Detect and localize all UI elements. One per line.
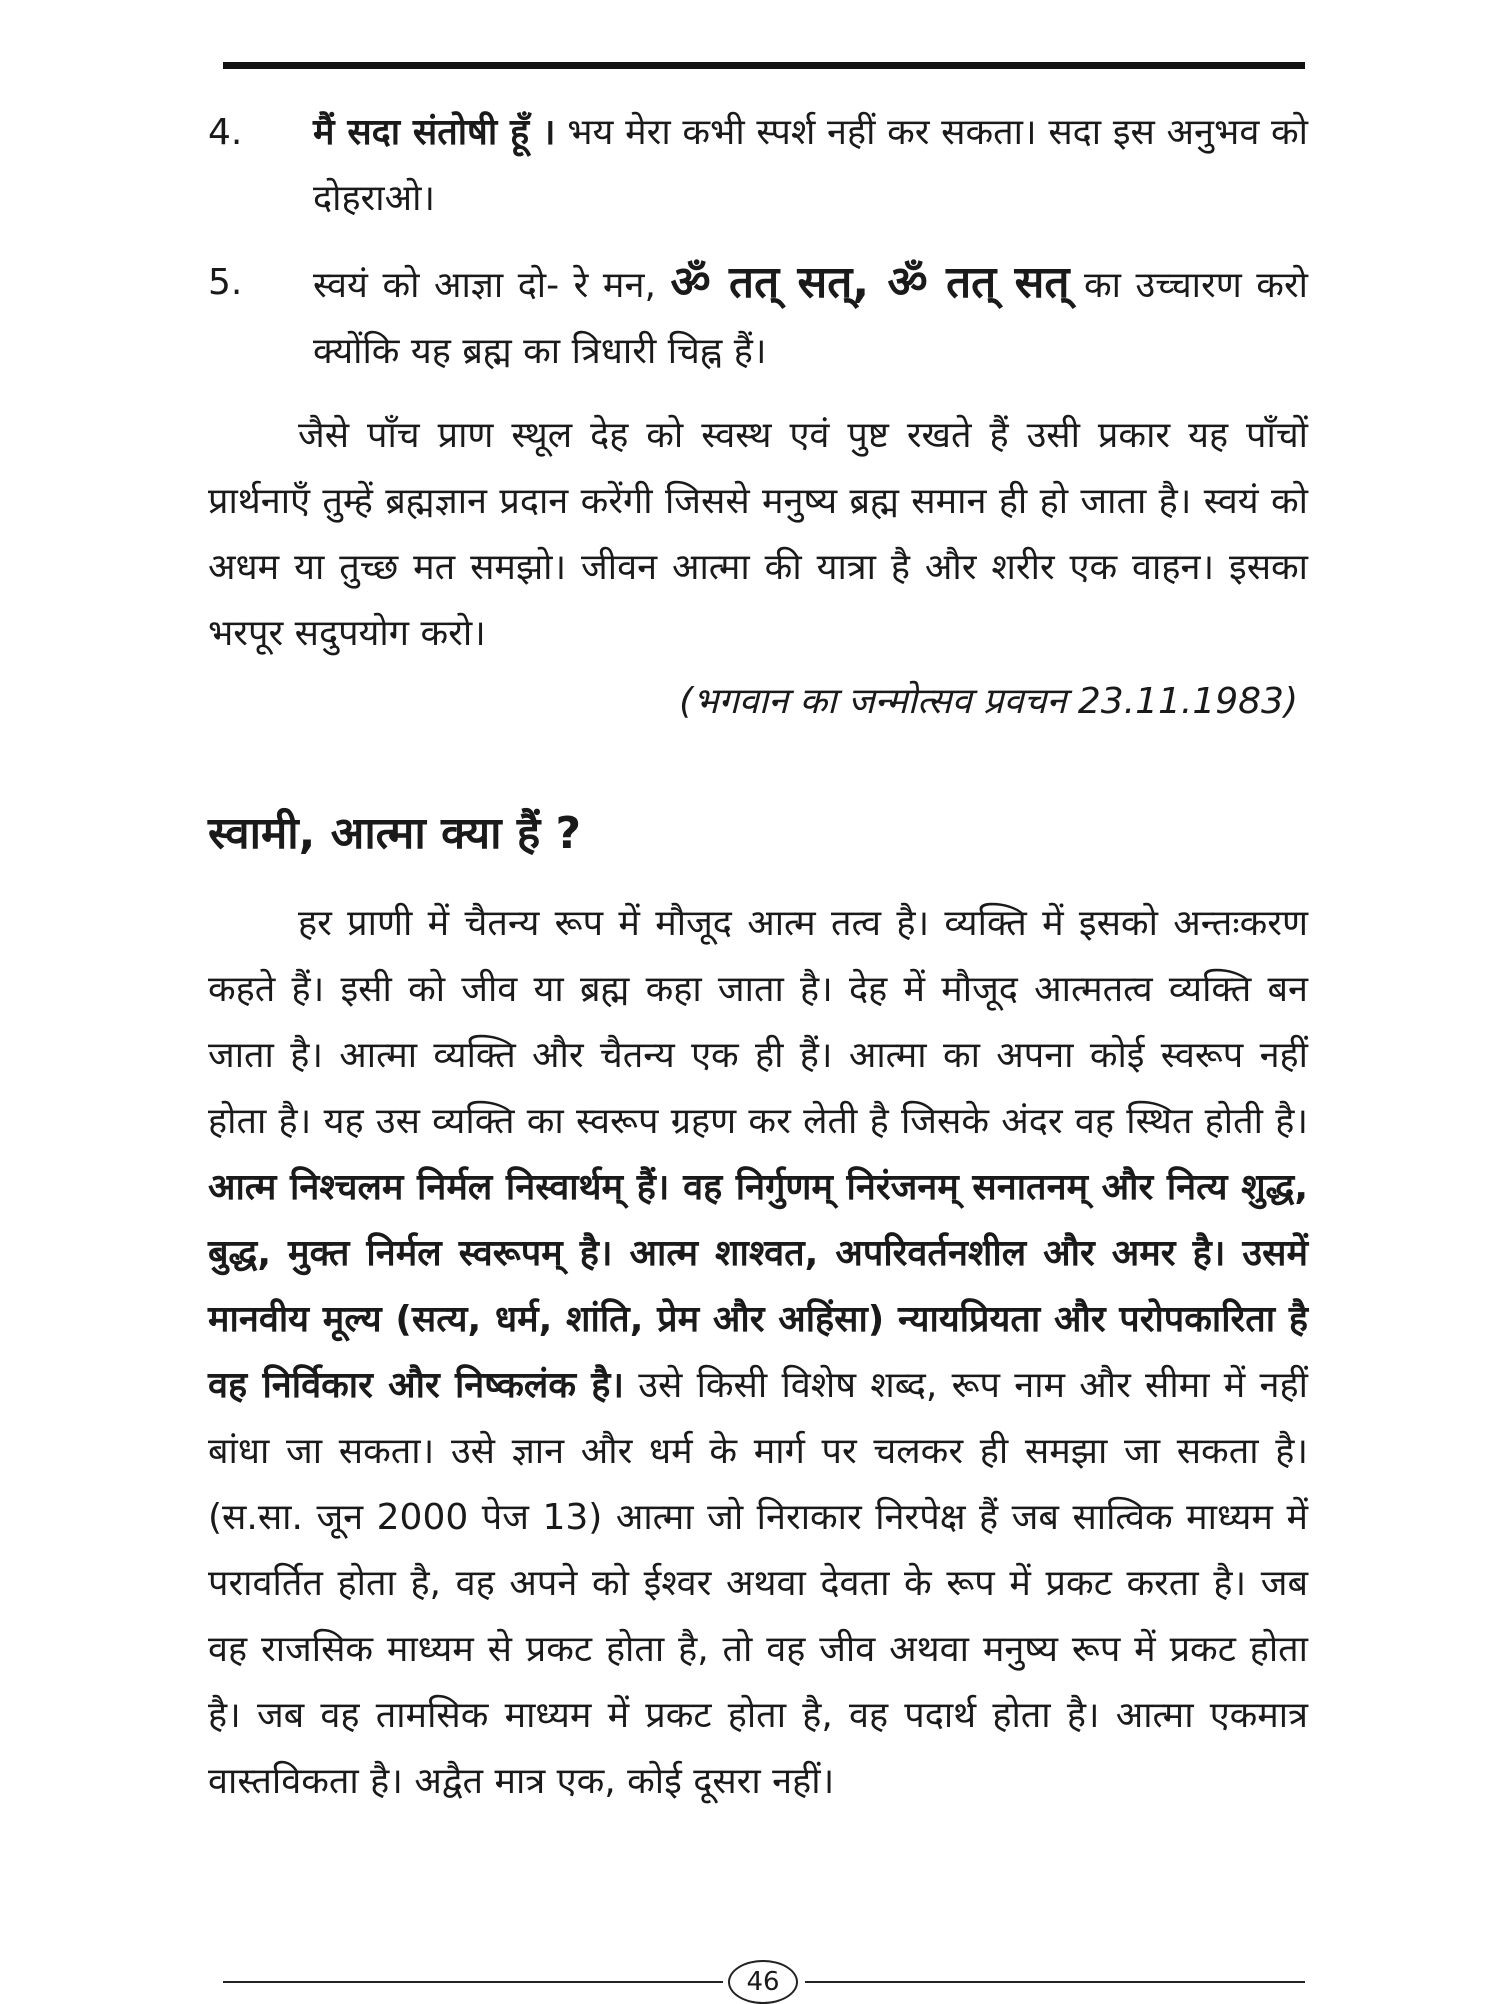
page-content: [208, 100, 1308, 1815]
paragraph-atma-bold-text: आत्म निश्चलम निर्मल निस्वार्थम् हैं। वह निर्गुणम् निरंजनम् सनातनम् और नित्य शुद्ध, बुद्ध, मुक्त निर्मल स्वरूपम् है। आत्म शाश्वत, अपरिवर्तनशील और अमर है। उसमें मानवीय मूल्य (सत्य, धर्म, शांति, प्रेम और अहिंसा) न्यायप्रियता और परोपकारिता है वह निर्विकार और निष्कलंक है।: [208, 1167, 1308, 1406]
footer-rule-right: [805, 1981, 1305, 1983]
item5-text: का उच्चारण करो क्योंकि यह ब्रह्म का त्रिधारी चिह्न हैं।: [313, 265, 1309, 372]
item4-bold-text: मैं सदा संतोषी हूँ ।: [313, 112, 556, 153]
item5-mantra: ॐ तत् सत्, ॐ तत् सत्: [670, 257, 1070, 308]
paragraph-atma-text-2: उसे किसी विशेष शब्द, रूप नाम और सीमा में नहीं बांधा जा सकता। उसे ज्ञान और धर्म के मार्ग पर चलकर ही समझा जा सकता है। (स.सा. जून 2000 पेज 13) आत्मा जो निराकार निरपेक्ष हैं जब सात्विक माध्यम में परावर्तित होता है, वह अपने को ईश्वर अथवा देवता के रूप में प्रकट करता है। जब वह राजसिक माध्यम से प्रकट होता है, तो वह जीव अथवा मनुष्य रूप में प्रकट होता है। जब वह तामसिक माध्यम में प्रकट होता है, वह पदार्थ होता है। आत्मा एकमात्र वास्तविकता है। अद्वैत मात्र एक, कोई दूसरा नहीं।: [208, 1365, 1308, 1802]
list-item-5: [208, 250, 1308, 385]
list-item-4: [208, 100, 1308, 232]
paragraph-atma: [208, 891, 1308, 1815]
citation: (भगवान का जन्मोत्सव प्रवचन 23.11.1983): [679, 681, 1298, 722]
list-number: 4.: [208, 112, 243, 153]
section-heading: स्वामी, आत्मा क्या हैं ?: [208, 808, 582, 859]
top-rule: [223, 62, 1305, 69]
paragraph-atma-text-1: हर प्राणी में चैतन्य रूप में मौजूद आत्म तत्व है। व्यक्ति में इसको अन्तःकरण कहते हैं। इसी को जीव या ब्रह्म कहा जाता है। देह में मौजूद आत्मतत्व व्यक्ति बन जाता है। आत्मा व्यक्ति और चैतन्य एक ही हैं। आत्मा का अपना कोई स्वरूप नहीं होता है। यह उस व्यक्ति का स्वरूप ग्रहण कर लेती है जिसके अंदर वह स्थित होती है।: [208, 903, 1308, 1142]
footer-rule-left: [223, 1981, 723, 1983]
page-footer: [223, 1962, 1305, 2002]
item4-text: भय मेरा कभी स्पर्श नहीं कर सकता। सदा इस अनुभव को दोहराओ।: [313, 112, 1309, 219]
list-number: 5.: [208, 262, 243, 303]
page-number: 46: [728, 1960, 798, 2004]
paragraph-five-prayers: जैसे पाँच प्राण स्थूल देह को स्वस्थ एवं पुष्ट रखते हैं उसी प्रकार यह पाँचों प्रार्थनाएँ तुम्हें ब्रह्मज्ञान प्रदान करेंगी जिससे मनुष्य ब्रह्म समान ही हो जाता है। स्वयं को अधम या तुच्छ मत समझो। जीवन आत्मा की यात्रा है और शरीर एक वाहन। इसका भरपूर सदुपयोग करो।: [208, 415, 1308, 654]
item5-lead-text: स्वयं को आज्ञा दो- रे मन,: [313, 265, 671, 306]
